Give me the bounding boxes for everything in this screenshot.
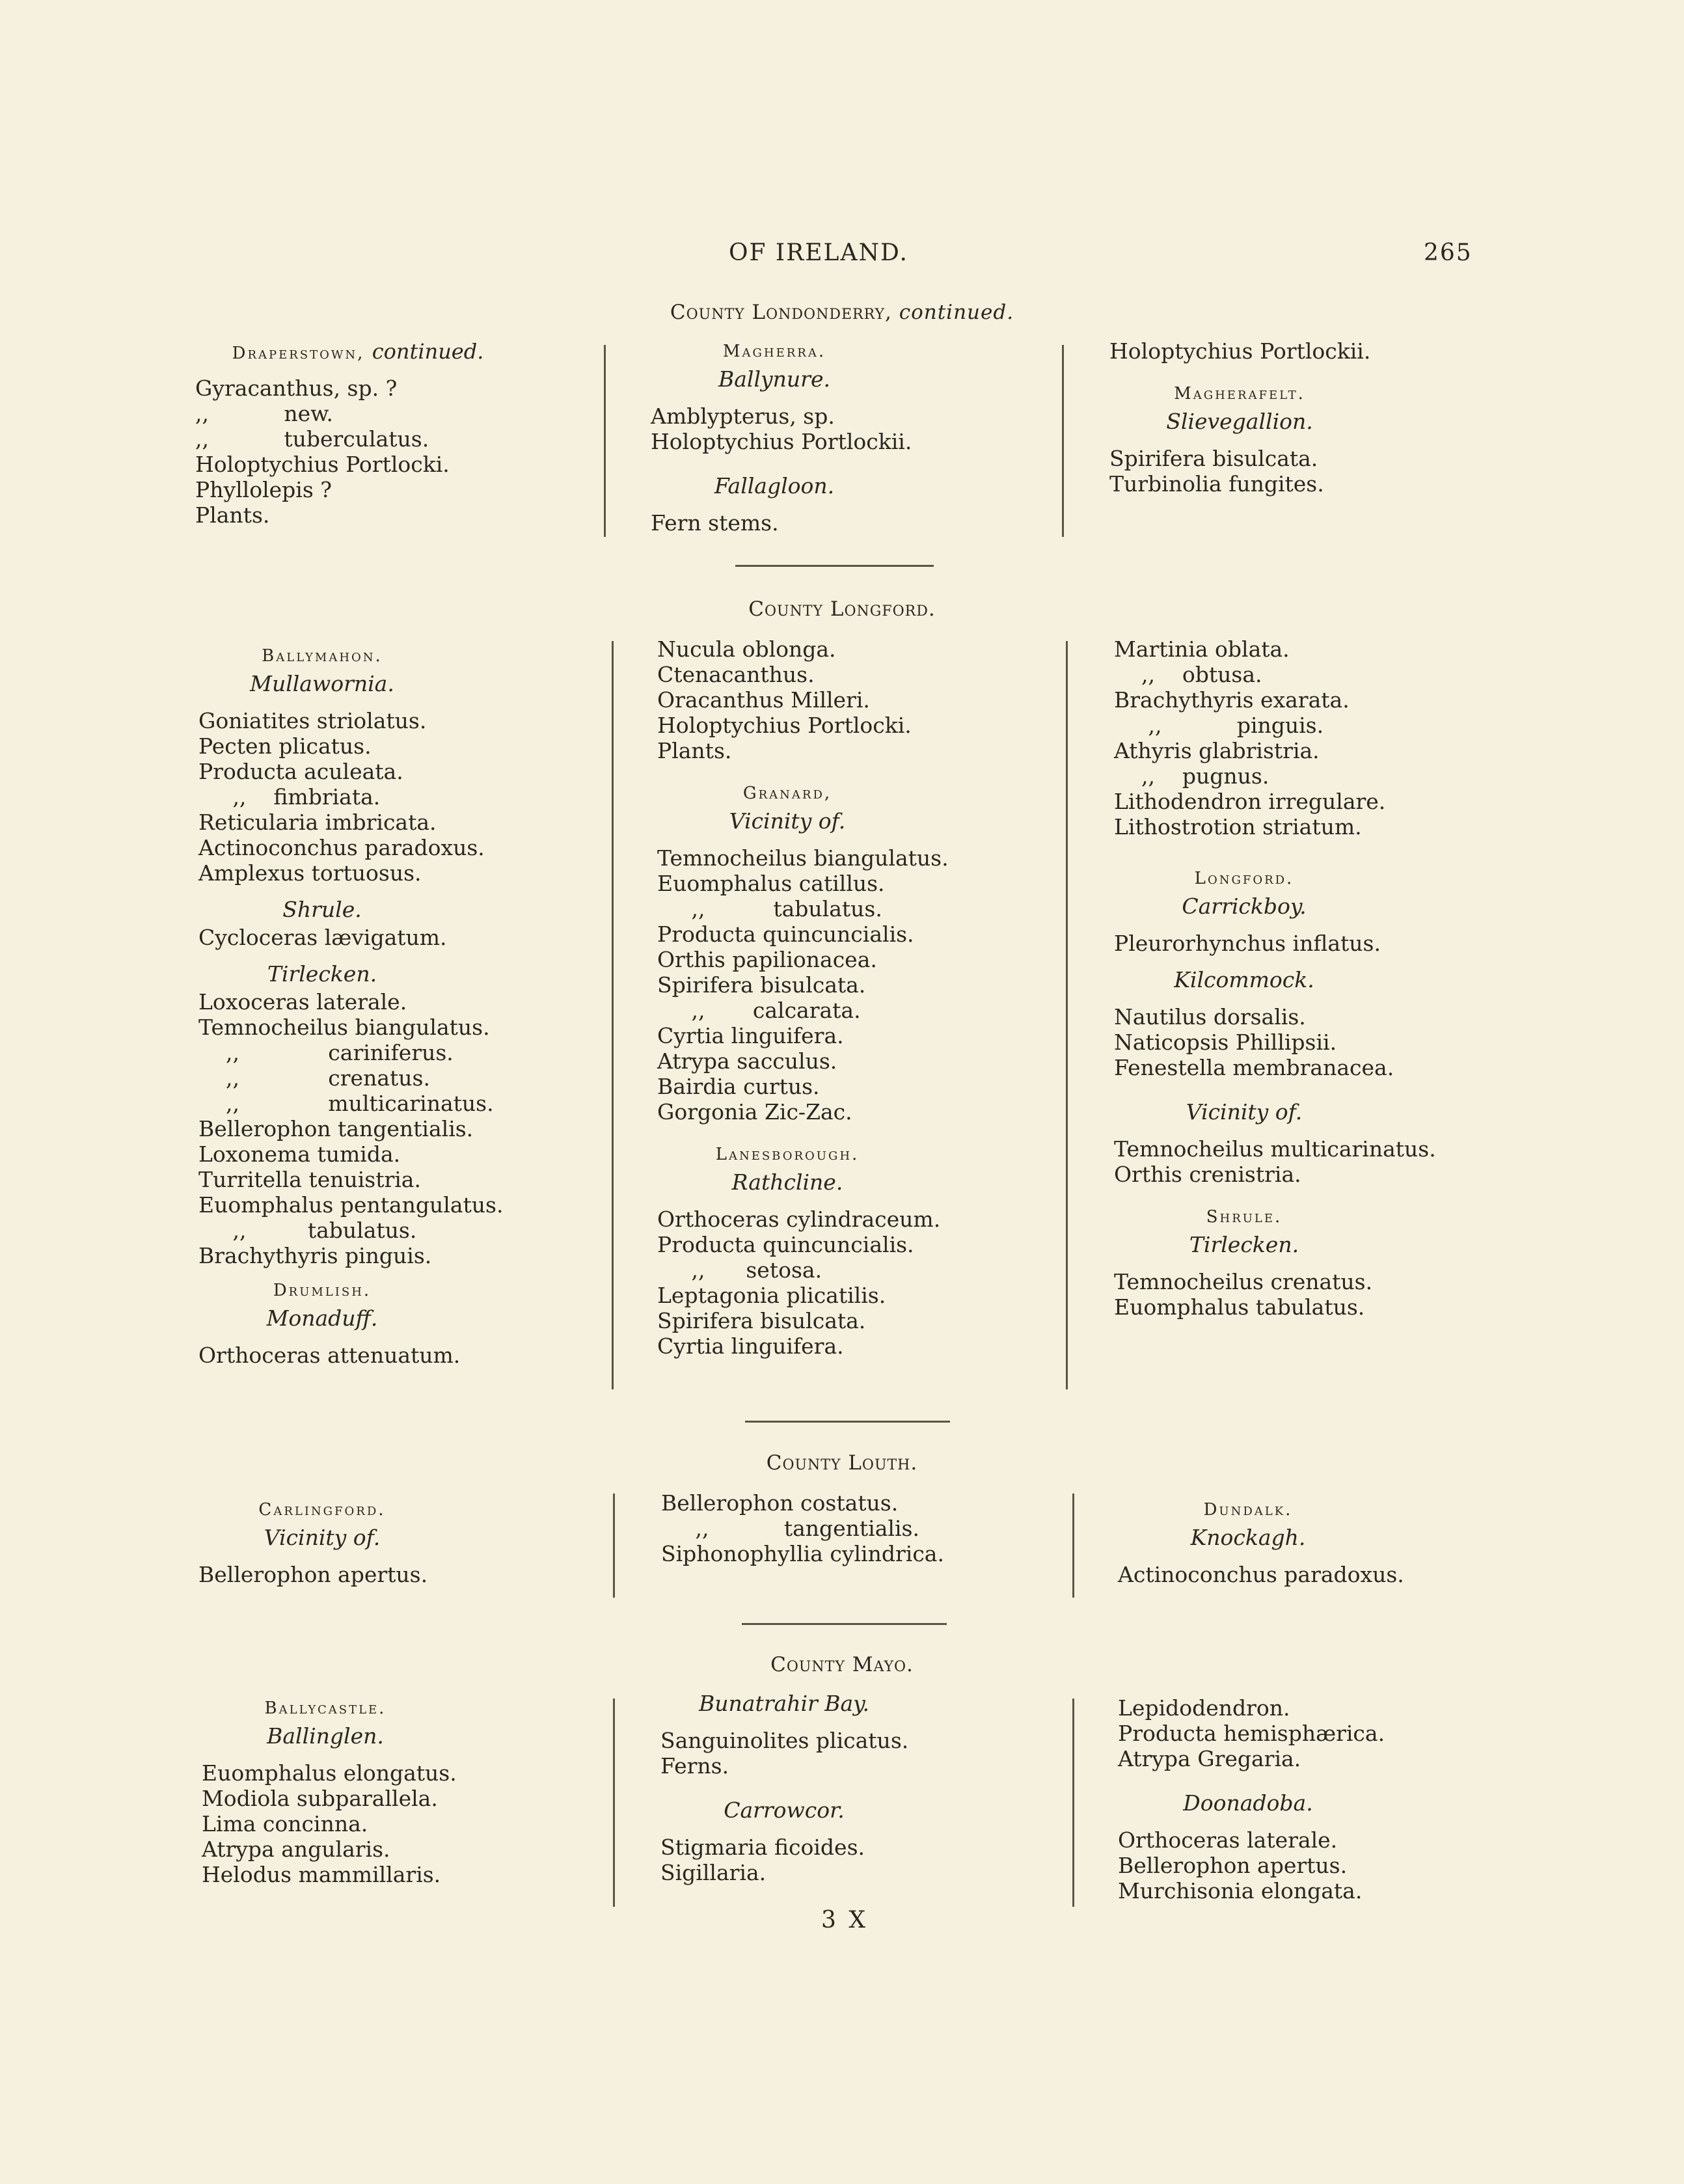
locality-heading: Carrickboy. (1182, 894, 1307, 919)
species-entry: Fenestella membranacea. (1114, 1055, 1394, 1080)
species-entry: Turritella tenuistria. (198, 1167, 421, 1192)
column-divider (1062, 345, 1064, 537)
species-entry: Lithodendron irregulare. (1114, 789, 1386, 814)
species-entry: Martinia oblata. (1114, 636, 1290, 662)
species-entry: Bellerophon apertus. (198, 1562, 428, 1587)
species-entry: Plants. (657, 738, 732, 763)
species-entry: Producta quincuncialis. (657, 921, 914, 947)
place-heading: Granard, (742, 784, 832, 803)
species-entry: ,, tabulatus. (198, 1218, 417, 1243)
locality-heading: Tirlecken. (267, 961, 377, 987)
species-entry: ,, fimbriata. (198, 784, 381, 810)
species-entry: Orthoceras attenuatum. (198, 1343, 461, 1368)
species-entry: ,, tabulatus. (657, 896, 882, 921)
species-entry: Leptagonia plicatilis. (657, 1283, 886, 1308)
column-divider (1072, 1699, 1074, 1907)
species-entry: Modiola subparallela. (202, 1786, 438, 1811)
species-entry: Euomphalus pentangulatus. (198, 1192, 504, 1218)
locality-heading: Ballinglen. (267, 1723, 384, 1749)
species-entry: Producta hemisphærica. (1118, 1721, 1385, 1746)
species-entry: Siphonophyllia cylindrica. (661, 1541, 944, 1566)
species-entry: Temnocheilus biangulatus. (657, 845, 949, 871)
species-entry: Producta quincuncialis. (657, 1232, 914, 1257)
column-divider (1066, 641, 1068, 1389)
species-entry: Murchisonia elongata. (1118, 1878, 1363, 1904)
place-heading: Carlingford. (258, 1500, 386, 1520)
species-entry: Loxonema tumida. (198, 1141, 401, 1167)
species-entry: Amplexus tortuosus. (198, 860, 422, 886)
species-entry: Lithostrotion striatum. (1114, 814, 1362, 839)
species-entry: Euomphalus elongatus. (202, 1760, 457, 1786)
species-entry: Orthoceras laterale. (1118, 1827, 1338, 1853)
species-entry: Naticopsis Phillipsii. (1114, 1030, 1337, 1055)
locality-heading: Slievegallion. (1166, 409, 1313, 434)
species-entry: Euomphalus catillus. (657, 871, 885, 896)
column-divider (604, 345, 606, 537)
species-entry: Temnocheilus biangulatus. (198, 1015, 490, 1040)
species-entry: ,, crenatus. (198, 1065, 430, 1091)
species-entry: Sigillaria. (660, 1860, 767, 1885)
species-entry: Temnocheilus crenatus. (1114, 1269, 1373, 1294)
locality-heading: Vicinity of. (729, 808, 846, 834)
species-entry: Holoptychius Portlocki. (657, 713, 912, 738)
locality-heading: Vicinity of. (1186, 1099, 1303, 1125)
species-entry: Atrypa sacculus. (657, 1048, 837, 1074)
county-heading-londonderry: County Londonderry, continued. (670, 301, 1014, 324)
species-entry: Spirifera bisulcata. (657, 1308, 866, 1333)
place-heading: Ballymahon. (262, 646, 383, 666)
place-heading: Magherra. (722, 342, 826, 361)
species-entry: Pleurorhynchus inflatus. (1114, 931, 1381, 956)
column-louth-right (1118, 1497, 1456, 1587)
species-entry: Lima concinna. (202, 1811, 368, 1836)
species-entry: Spirifera bisulcata. (1109, 446, 1318, 471)
species-entry: ,, setosa. (657, 1257, 822, 1283)
column-mayo-left (202, 1695, 527, 1887)
locality-heading: Knockagh. (1190, 1525, 1306, 1550)
species-entry: Bellerophon costatus. (661, 1490, 899, 1516)
column-louth-mid (661, 1490, 999, 1566)
running-title: OF IRELAND. (729, 239, 908, 266)
column-divider (613, 1494, 615, 1598)
column-longford-left (198, 643, 537, 1368)
section-rule (735, 565, 934, 567)
page-number: 265 (1424, 239, 1473, 266)
column-londonderry-left (195, 338, 521, 528)
species-entry: Fern stems. (651, 510, 779, 536)
locality-heading: Bunatrahir Bay. (699, 1691, 869, 1716)
species-entry: Cyrtia linguifera. (657, 1023, 844, 1048)
place-heading: Shrule. (1206, 1207, 1283, 1227)
locality-heading: Monaduff. (266, 1305, 378, 1331)
column-mayo-mid (660, 1689, 999, 1885)
place-heading: Lanesborough. (715, 1145, 860, 1164)
species-entry: ,, cariniferus. (198, 1040, 454, 1065)
species-entry: Reticularia imbricata. (198, 810, 437, 835)
place-heading: Ballycastle. (264, 1699, 387, 1718)
species-entry: Orthis crenistria. (1114, 1162, 1301, 1187)
species-entry: ,, tangentialis. (661, 1516, 919, 1541)
species-entry: ,, multicarinatus. (198, 1091, 494, 1116)
species-entry: Phyllolepis ? (195, 477, 332, 502)
species-entry: Orthis papilionacea. (657, 947, 877, 972)
species-entry: Lepidodendron. (1118, 1695, 1290, 1721)
locality-heading: Tirlecken. (1189, 1232, 1299, 1257)
species-entry: Ferns. (660, 1753, 729, 1779)
locality-heading: Vicinity of. (264, 1525, 381, 1550)
species-entry: Ctenacanthus. (657, 662, 815, 687)
section-rule (742, 1623, 947, 1625)
species-entry: Bellerophon apertus. (1118, 1853, 1348, 1878)
column-longford-mid (657, 636, 996, 1359)
column-mayo-right (1118, 1695, 1456, 1904)
species-entry: Brachythyris pinguis. (198, 1243, 432, 1268)
county-heading-longford: County Longford. (748, 597, 936, 621)
species-entry: Bairdia curtus. (657, 1074, 820, 1099)
species-entry: Gyracanthus, sp. ? (195, 375, 398, 401)
species-entry: Bellerophon tangentialis. (198, 1116, 474, 1141)
species-entry: ,, calcarata. (657, 998, 861, 1023)
species-entry: Cycloceras lævigatum. (198, 925, 447, 950)
locality-heading: Carrowcor. (724, 1797, 845, 1823)
species-entry: Loxoceras laterale. (198, 989, 407, 1015)
signature-mark: 3 X (821, 1907, 868, 1933)
column-divider (612, 641, 614, 1389)
locality-heading: Mullawornia. (250, 671, 394, 696)
species-entry: Pecten plicatus. (198, 733, 372, 759)
species-entry: Oracanthus Milleri. (657, 687, 870, 713)
species-entry: Goniatites striolatus. (198, 708, 427, 733)
species-entry: Euomphalus tabulatus. (1114, 1294, 1365, 1320)
species-entry: Brachythyris exarata. (1114, 687, 1350, 713)
place-heading: Longford. (1194, 869, 1294, 888)
species-entry: ,, obtusa. (1114, 662, 1262, 687)
county-heading-mayo: County Mayo. (770, 1653, 914, 1676)
species-entry: Nucula oblonga. (657, 636, 836, 662)
species-entry: Nautilus dorsalis. (1114, 1004, 1306, 1030)
place-heading: Magherafelt. (1174, 384, 1305, 403)
county-heading-louth: County Louth. (766, 1451, 918, 1475)
column-louth-left (198, 1497, 524, 1587)
place-heading: Draperstown, continued. (232, 339, 484, 364)
species-entry: Sanguinolites plicatus. (660, 1728, 909, 1753)
locality-heading: Ballynure. (718, 366, 830, 392)
species-entry: Cyrtia linguifera. (657, 1333, 844, 1359)
species-entry: Holoptychius Portlockii. (1109, 338, 1371, 364)
column-londonderry-mid (651, 338, 976, 536)
species-entry: Temnocheilus multicarinatus. (1114, 1136, 1436, 1162)
locality-heading: Rathcline. (731, 1169, 843, 1195)
species-entry: Actinoconchus paradoxus. (198, 835, 485, 860)
species-entry: Producta aculeata. (198, 759, 403, 784)
locality-heading: Doonadoba. (1183, 1790, 1313, 1816)
species-entry: Amblypterus, sp. (651, 403, 835, 429)
species-entry: Stigmaria ficoides. (660, 1835, 865, 1860)
species-entry: ,, new. (195, 401, 333, 426)
column-divider (613, 1699, 615, 1907)
section-rule (745, 1421, 950, 1423)
species-entry: Atrypa angularis. (202, 1836, 390, 1862)
species-entry: Helodus mammillaris. (202, 1862, 441, 1887)
locality-heading: Fallagloon. (714, 473, 835, 498)
species-entry: Turbinolia fungites. (1109, 471, 1324, 497)
species-entry: Gorgonia Zic-Zac. (657, 1099, 852, 1125)
species-entry: Spirifera bisulcata. (657, 972, 866, 998)
locality-heading: Kilcommock. (1174, 967, 1314, 992)
species-entry: ,, pugnus. (1114, 763, 1270, 789)
species-entry: ,, pinguis. (1114, 713, 1324, 738)
locality-heading: Shrule. (282, 897, 362, 922)
species-entry: Plants. (195, 502, 270, 528)
column-londonderry-right (1109, 338, 1435, 497)
column-longford-right (1114, 636, 1478, 1320)
species-entry: Atrypa Gregaria. (1118, 1746, 1301, 1771)
species-entry: Actinoconchus paradoxus. (1118, 1562, 1404, 1587)
place-heading: Drumlish. (273, 1281, 372, 1300)
species-entry: Holoptychius Portlockii. (651, 429, 912, 454)
species-entry: Orthoceras cylindraceum. (657, 1207, 941, 1232)
column-divider (1072, 1494, 1074, 1598)
place-heading: Dundalk. (1203, 1500, 1293, 1520)
species-entry: Athyris glabristria. (1114, 738, 1320, 763)
species-entry: ,, tuberculatus. (195, 426, 429, 452)
species-entry: Holoptychius Portlocki. (195, 452, 450, 477)
